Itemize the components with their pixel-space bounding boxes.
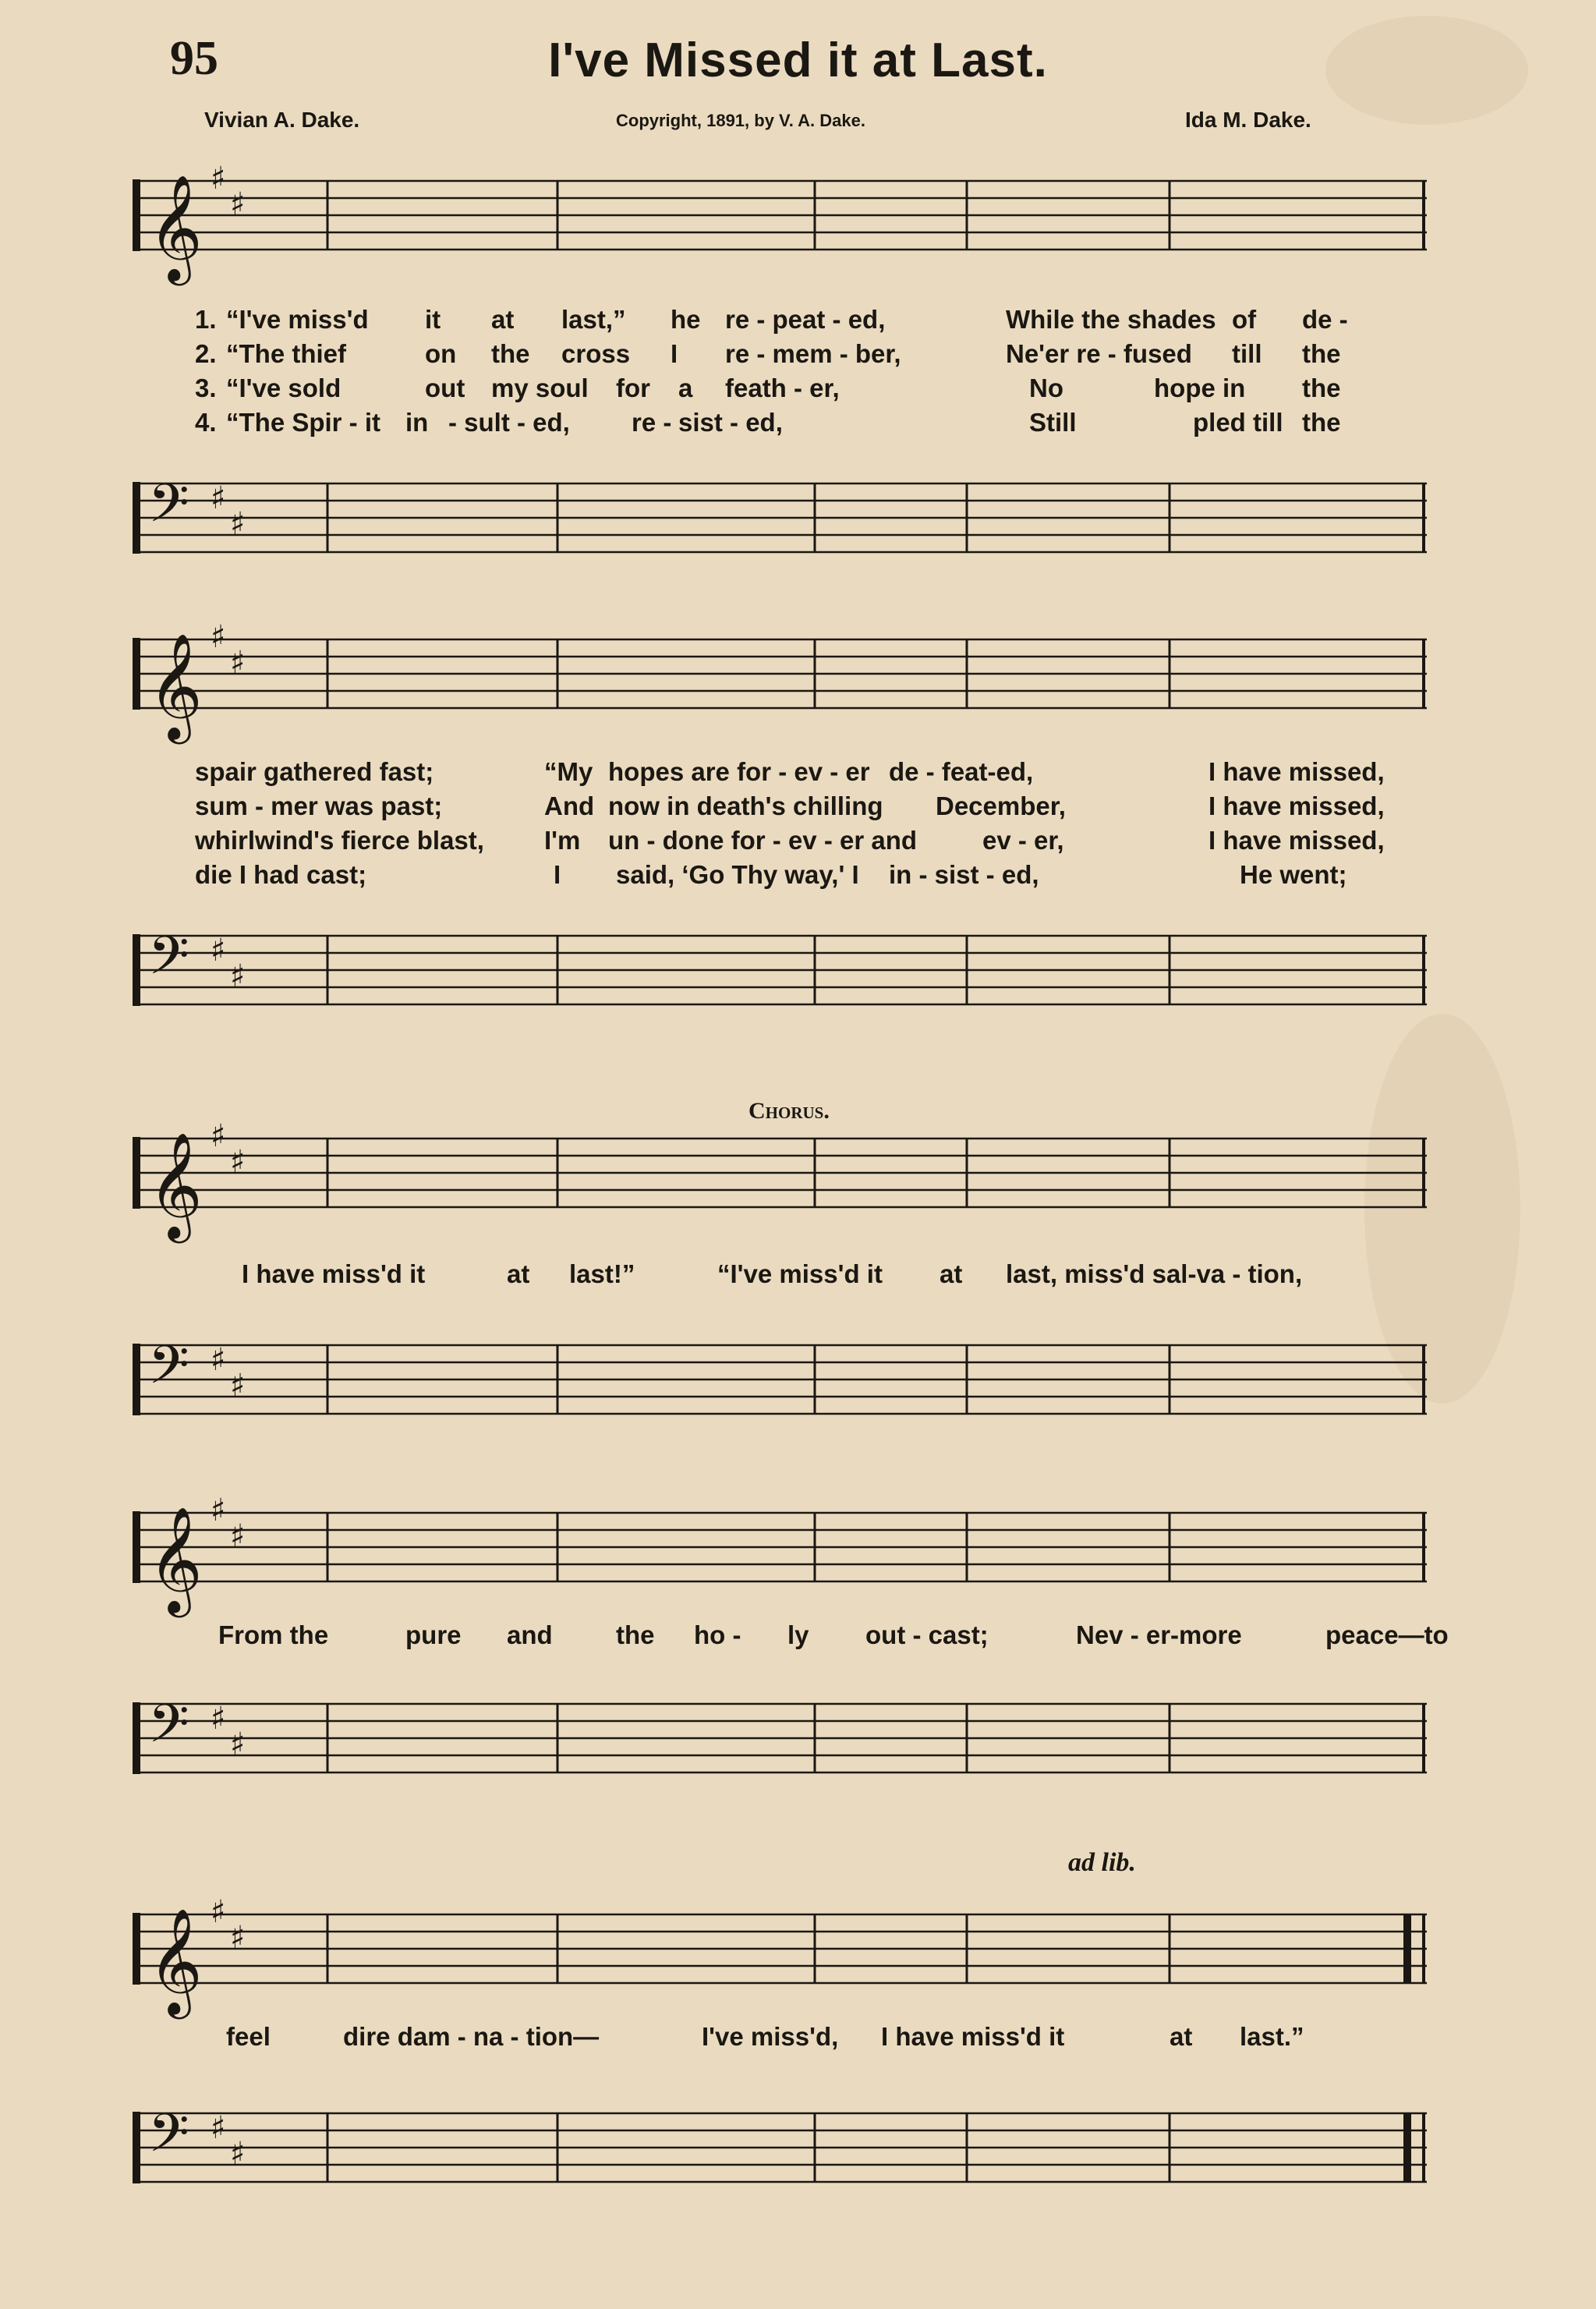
lyric-syllable: the: [1302, 339, 1341, 368]
lyric-syllable: at: [940, 1259, 963, 1288]
lyric-syllable: No: [1029, 374, 1063, 402]
system-brace: [133, 179, 140, 251]
lyric-syllable: in: [405, 408, 429, 437]
lyric-syllable: de -: [1302, 305, 1348, 334]
treble-staff: [133, 1493, 1427, 1613]
lyric-syllable: cross: [561, 339, 631, 368]
lyric-syllable: “The thief: [226, 339, 346, 368]
sharp-icon: ♯: [211, 1118, 226, 1154]
treble-staff: [133, 619, 1427, 739]
verse-number: 4.: [195, 408, 217, 437]
lyric-line: [195, 303, 1427, 337]
lyric-syllable: ev - er,: [982, 826, 1064, 855]
lyric-syllable: un - done for - ev - er and: [608, 826, 918, 855]
lyric-syllable: From the: [218, 1620, 329, 1649]
lyric-syllable: I: [671, 339, 678, 368]
lyric-syllable: Still: [1029, 408, 1077, 437]
lyric-syllable: whirlwind's fierce blast,: [195, 826, 484, 855]
lyric-syllable: last, miss'd sal-va - tion,: [1006, 1259, 1303, 1288]
sharp-icon: ♯: [230, 958, 246, 994]
chorus-lyrics: [195, 2020, 1427, 2054]
lyric-syllable: dire dam - na - tion—: [343, 2022, 600, 2051]
sharp-icon: ♯: [230, 186, 246, 222]
system-brace: [133, 1344, 140, 1415]
lyric-syllable: sist - ed,: [678, 408, 783, 437]
lyric-syllable: for: [616, 374, 650, 402]
bass-clef-icon: 𝄢: [148, 926, 189, 1000]
page-header: [0, 31, 1596, 94]
chorus-lyrics: [195, 1257, 1427, 1291]
lyric-syllable: de - feat-ed,: [889, 757, 1034, 786]
lyric-syllable: out - cast;: [865, 1620, 989, 1649]
bass-staff: [133, 1688, 1427, 1797]
sharp-icon: ♯: [211, 480, 226, 516]
lyric-line: [195, 405, 1427, 440]
lyric-syllable: “I've sold: [226, 374, 341, 402]
lyric-syllable: on: [425, 339, 457, 368]
treble-staff: [133, 1894, 1427, 2014]
lyric-syllable: Ne'er re - fused: [1006, 339, 1192, 368]
lyric-syllable: at: [507, 1259, 530, 1288]
music-system-2: [133, 608, 1427, 1045]
lyric-syllable: feath - er,: [725, 374, 840, 402]
sharp-icon: ♯: [211, 619, 226, 655]
bass-clef-icon: 𝄢: [148, 1694, 189, 1768]
copyright-notice: Copyright, 1891, by V. A. Dake.: [616, 111, 865, 130]
lyric-syllable: re - mem - ber,: [725, 339, 901, 368]
lyric-line: [195, 337, 1427, 371]
hymn-title: I've Missed it at Last.: [548, 34, 1048, 87]
sharp-icon: ♯: [230, 506, 246, 542]
lyric-syllable: last!”: [569, 1259, 635, 1288]
lyric-syllable: Nev - er-more: [1076, 1620, 1242, 1649]
lyric-syllable: I have missed,: [1209, 826, 1385, 855]
chorus-lyrics: [195, 1618, 1449, 1652]
sharp-icon: ♯: [230, 2136, 246, 2172]
sharp-icon: ♯: [230, 1518, 246, 1554]
lyric-syllable: I'm: [544, 826, 581, 855]
sharp-icon: ♯: [230, 1920, 246, 1956]
lyric-syllable: at: [1170, 2022, 1193, 2051]
sharp-icon: ♯: [211, 1894, 226, 1930]
lyric-syllable: the: [1302, 374, 1341, 402]
lyric-syllable: till: [1232, 339, 1262, 368]
lyric-line: [195, 858, 1427, 892]
verse-number: 2.: [195, 339, 217, 368]
lyric-syllable: I have missed,: [1209, 792, 1385, 820]
lyric-syllable: I have missed,: [1209, 757, 1385, 786]
lyric-syllable: I have miss'd it: [242, 1259, 426, 1288]
lyric-syllable: out: [425, 374, 465, 402]
sharp-icon: ♯: [211, 1493, 226, 1528]
bass-clef-icon: 𝄢: [148, 1335, 189, 1409]
lyric-line: [195, 823, 1427, 858]
lyric-syllable: he: [671, 305, 701, 334]
lyric-syllable: I've miss'd,: [702, 2022, 839, 2051]
music-system-5: [133, 1840, 1427, 2246]
sharp-icon: ♯: [230, 1144, 246, 1180]
lyric-syllable: the: [616, 1620, 655, 1649]
bass-staff: [133, 2098, 1427, 2207]
system-brace: [133, 1511, 140, 1583]
verse-number: 1.: [195, 305, 217, 334]
lyric-line: [195, 755, 1427, 789]
sharp-icon: ♯: [211, 1701, 226, 1737]
system-brace: [133, 482, 140, 554]
lyric-line: [195, 789, 1427, 823]
system-brace: [133, 1913, 140, 1985]
lyric-syllable: the: [1302, 408, 1341, 437]
lyric-line: [195, 1257, 1427, 1291]
lyric-syllable: “My: [544, 757, 593, 786]
sharp-icon: ♯: [230, 1368, 246, 1404]
sharp-icon: ♯: [211, 933, 226, 969]
treble-clef-icon: 𝄞: [148, 1907, 203, 2014]
lyric-syllable: of: [1232, 305, 1257, 334]
lyric-syllable: the: [491, 339, 530, 368]
lyric-syllable: re - peat - ed,: [725, 305, 886, 334]
lyric-syllable: While the shades: [1006, 305, 1216, 334]
lyric-syllable: die I had cast;: [195, 860, 367, 889]
system-brace: [133, 934, 140, 1006]
lyric-syllable: hopes are for - ev - er: [608, 757, 870, 786]
lyric-syllable: “The Spir - it: [226, 408, 380, 437]
system-brace: [133, 1137, 140, 1209]
lyric-syllable: in - sist - ed,: [889, 860, 1039, 889]
composer-credit: Vivian A. Dake.: [204, 108, 360, 132]
system-brace: [133, 2112, 140, 2183]
lyric-syllable: a: [678, 374, 693, 402]
bass-staff: [133, 920, 1427, 1029]
bass-clef-icon: 𝄢: [148, 2103, 189, 2177]
sharp-icon: ♯: [230, 645, 246, 681]
sharp-icon: ♯: [211, 2110, 226, 2146]
sharp-icon: ♯: [211, 161, 226, 197]
author-credit: Ida M. Dake.: [1185, 108, 1311, 132]
lyric-syllable: spair gathered fast;: [195, 757, 434, 786]
treble-staff: [133, 161, 1427, 281]
system-brace: [133, 638, 140, 710]
lyric-syllable: I: [554, 860, 561, 889]
lyric-syllable: it: [425, 305, 441, 334]
lyric-syllable: December,: [936, 792, 1066, 820]
music-system-3: [133, 1076, 1427, 1482]
lyric-line: [195, 371, 1427, 405]
treble-clef-icon: 𝄞: [148, 1131, 203, 1238]
lyric-syllable: pure: [405, 1620, 462, 1649]
lyric-syllable: pled till: [1193, 408, 1283, 437]
treble-clef-icon: 𝄞: [148, 1505, 203, 1613]
treble-clef-icon: 𝄞: [148, 173, 203, 281]
treble-staff: [133, 1118, 1427, 1238]
credits-line: [0, 108, 1596, 139]
lyric-syllable: hope in: [1154, 374, 1246, 402]
lyric-syllable: “I've miss'd: [226, 305, 369, 334]
sharp-icon: ♯: [211, 1342, 226, 1378]
lyric-syllable: sum - mer was past;: [195, 792, 443, 820]
music-system-4: [133, 1466, 1449, 1840]
lyric-syllable: now in death's chilling: [608, 792, 883, 820]
lyric-line: [195, 1618, 1449, 1652]
final-barline: [1403, 2113, 1411, 2182]
bass-staff: [133, 1330, 1427, 1439]
lyric-syllable: feel: [226, 2022, 271, 2051]
lyric-syllable: ly: [787, 1620, 809, 1649]
verse-lyrics: [195, 303, 1427, 440]
lyric-syllable: re -: [632, 408, 672, 437]
lyric-syllable: last,”: [561, 305, 626, 334]
bass-staff: [133, 468, 1427, 577]
lyric-syllable: last.”: [1240, 2022, 1304, 2051]
lyric-line: [195, 2020, 1427, 2054]
lyric-syllable: He went;: [1240, 860, 1347, 889]
lyric-syllable: ho -: [694, 1620, 741, 1649]
system-brace: [133, 1702, 140, 1774]
lyric-syllable: “I've miss'd it: [717, 1259, 883, 1288]
lyric-syllable: said, ‘Go Thy way,' I: [616, 860, 859, 889]
treble-clef-icon: 𝄞: [148, 632, 203, 739]
final-barline: [1403, 1914, 1411, 1983]
page-number: 95: [170, 32, 218, 85]
chorus-label: Chorus.: [748, 1098, 830, 1124]
verse-number: 3.: [195, 374, 217, 402]
lyric-syllable: and: [507, 1620, 553, 1649]
lyric-syllable: I have miss'd it: [881, 2022, 1065, 2051]
music-system-1: [133, 156, 1427, 593]
verse-lyrics: [195, 755, 1427, 892]
bass-clef-icon: 𝄢: [148, 473, 189, 547]
ad-lib-marking: ad lib.: [1068, 1848, 1136, 1877]
lyric-syllable: my soul: [491, 374, 589, 402]
sharp-icon: ♯: [230, 1726, 246, 1762]
lyric-syllable: And: [544, 792, 595, 820]
lyric-syllable: - sult - ed,: [448, 408, 570, 437]
lyric-syllable: at: [491, 305, 515, 334]
lyric-syllable: peace—to: [1325, 1620, 1449, 1649]
